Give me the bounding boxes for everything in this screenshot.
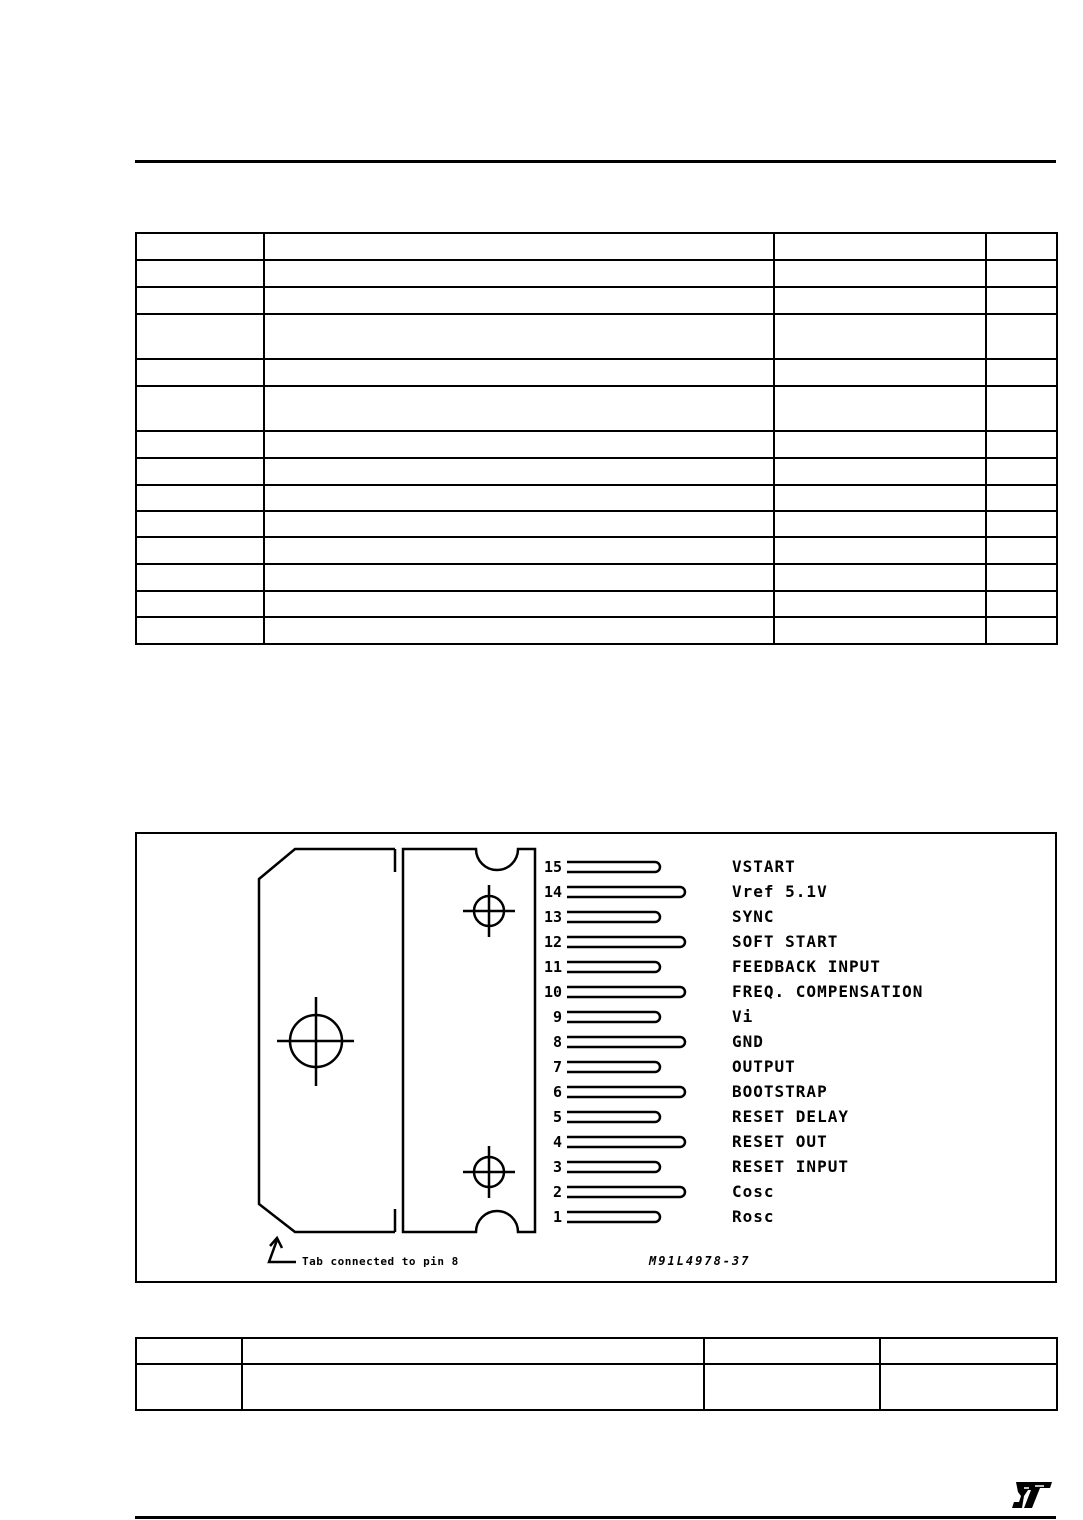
package-drawing: [137, 834, 1055, 1281]
pin-label: SOFT START: [732, 932, 839, 951]
pin-label: FEEDBACK INPUT: [732, 957, 881, 976]
pin-lead-10: [567, 987, 685, 997]
table-row: [136, 287, 1057, 314]
pin-lead-4: [567, 1137, 685, 1147]
pin-leads: [567, 862, 685, 1222]
pin-number: 1: [552, 1208, 562, 1226]
table-row: [136, 1338, 1057, 1364]
pin-lead-11: [567, 962, 660, 972]
pin-number: 7: [552, 1058, 562, 1076]
pin-lead-13: [567, 912, 660, 922]
table-row: [136, 511, 1057, 537]
package-body-outline: [403, 849, 535, 1232]
tab-hole-crosshair: [277, 997, 354, 1086]
table-row: [136, 314, 1057, 359]
top-rule: [135, 160, 1056, 163]
table-row: [136, 359, 1057, 386]
pin-lead-14: [567, 887, 685, 897]
pin-number: 2: [552, 1183, 562, 1201]
table-row: [136, 260, 1057, 287]
pin-number: 9: [552, 1008, 562, 1026]
pin-lead-2: [567, 1187, 685, 1197]
pin-lead-7: [567, 1062, 660, 1072]
pin-number: 13: [543, 908, 562, 926]
table-row: [136, 1364, 1057, 1410]
st-logo: [1010, 1480, 1054, 1510]
pin-number: 12: [543, 933, 562, 951]
pin-number: 6: [552, 1083, 562, 1101]
pin-lead-6: [567, 1087, 685, 1097]
pin-number: 3: [552, 1158, 562, 1176]
pin-label: GND: [732, 1032, 764, 1051]
pin-number: 10: [543, 983, 562, 1001]
body-hole-top-crosshair: [463, 885, 515, 937]
table-row: [136, 617, 1057, 644]
pin-label: RESET OUT: [732, 1132, 828, 1151]
pin-number: 5: [552, 1108, 562, 1126]
pin-label: Vi: [732, 1007, 754, 1026]
pin-label: OUTPUT: [732, 1057, 796, 1076]
table-row: [136, 431, 1057, 458]
pin-lead-1: [567, 1212, 660, 1222]
pin-label: Cosc: [732, 1182, 775, 1201]
drawing-code: M91L4978-37: [649, 1254, 751, 1268]
table-row: [136, 564, 1057, 591]
pin-label: Rosc: [732, 1207, 775, 1226]
pin-lead-9: [567, 1012, 660, 1022]
pin-lead-5: [567, 1112, 660, 1122]
pin-number: 8: [552, 1033, 562, 1051]
pin-label: FREQ. COMPENSATION: [732, 982, 924, 1001]
table-row: [136, 485, 1057, 511]
absolute-maximum-ratings-table: [135, 232, 1058, 645]
table-row: [136, 386, 1057, 431]
pin-lead-15: [567, 862, 660, 872]
body-hole-bottom-crosshair: [463, 1146, 515, 1198]
pin-number: 14: [543, 883, 562, 901]
pin-label: RESET DELAY: [732, 1107, 849, 1126]
table-row: [136, 537, 1057, 564]
pin-label: VSTART: [732, 857, 796, 876]
pin-lead-12: [567, 937, 685, 947]
pin-number: 15: [543, 858, 562, 876]
tab-note: Tab connected to pin 8: [302, 1255, 459, 1268]
pin-lead-8: [567, 1037, 685, 1047]
pin-label: Vref 5.1V: [732, 882, 828, 901]
thermal-data-table: [135, 1337, 1058, 1411]
bottom-rule: [135, 1516, 1056, 1519]
pin-label: SYNC: [732, 907, 775, 926]
pin-number: 4: [552, 1133, 562, 1151]
table-row: [136, 233, 1057, 260]
pin-number: 11: [543, 958, 562, 976]
pin-label: RESET INPUT: [732, 1157, 849, 1176]
pin-connection-diagram: [135, 832, 1057, 1283]
table-row: [136, 591, 1057, 617]
pin-lead-3: [567, 1162, 660, 1172]
table-row: [136, 458, 1057, 485]
pin-label: BOOTSTRAP: [732, 1082, 828, 1101]
